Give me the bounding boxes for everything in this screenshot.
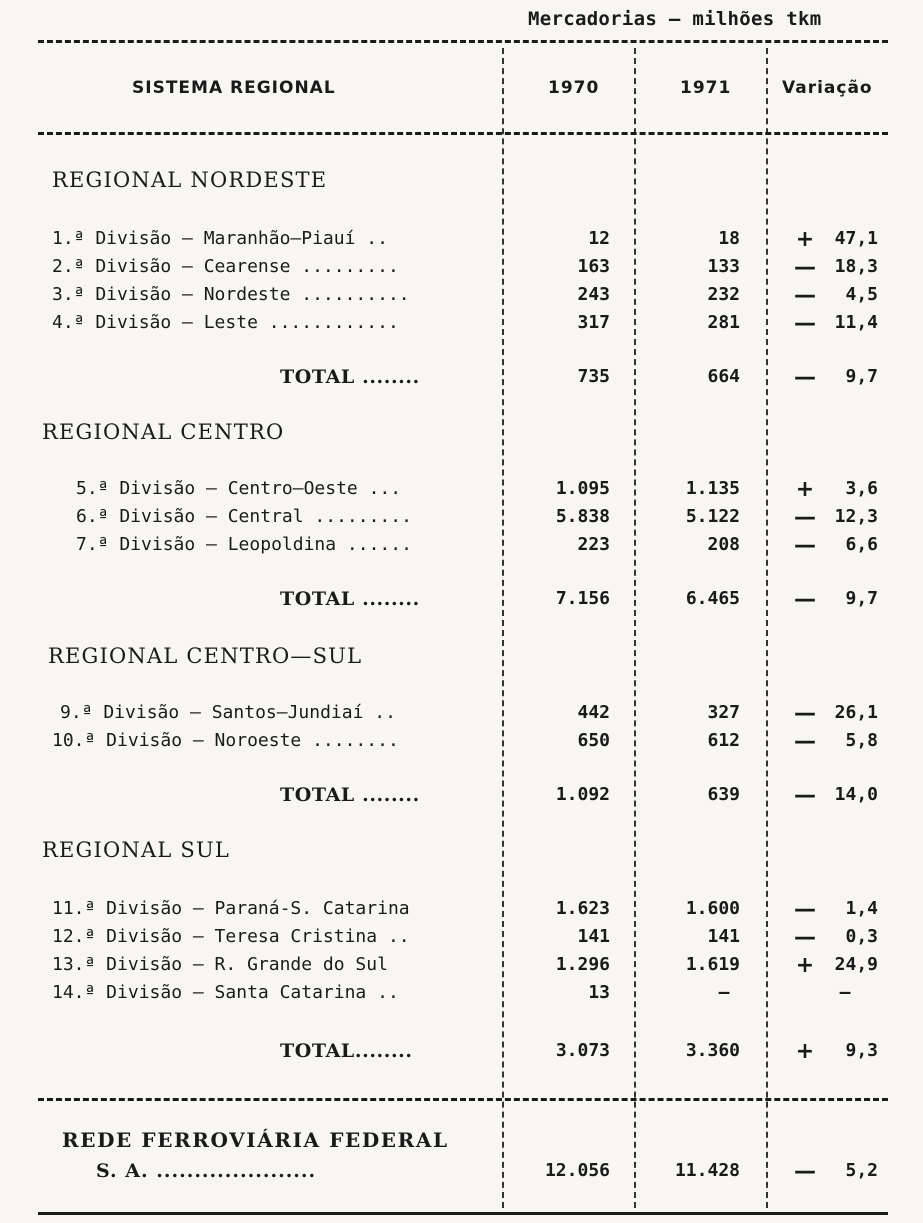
value-1970: 1.092 <box>555 784 610 805</box>
value-1970: 1.623 <box>555 898 610 919</box>
row-label: 14.ª Divisão — Santa Catarina .. <box>52 982 399 1003</box>
value-1970: 13 <box>588 982 610 1003</box>
value-1971: 1.135 <box>685 478 740 499</box>
header-variation: Variação <box>782 78 873 98</box>
variation-value: 24,9 <box>834 954 878 975</box>
value-1971: 133 <box>707 256 740 277</box>
table-row <box>0 926 923 950</box>
total-row <box>0 784 923 808</box>
variation-value: 9,3 <box>845 1040 878 1061</box>
value-1970: 735 <box>577 366 610 387</box>
value-1971: 232 <box>707 284 740 305</box>
variation-value: 5,2 <box>845 1160 878 1181</box>
variation-value: 0,3 <box>845 926 878 947</box>
variation-value: 4,5 <box>845 284 878 305</box>
table-row <box>0 982 923 1006</box>
section-title-centro-sul: REGIONAL CENTRO—SUL <box>48 644 363 668</box>
table-row <box>0 256 923 280</box>
value-1970: 12.056 <box>544 1160 610 1181</box>
variation-value: 12,3 <box>834 506 878 527</box>
header-system: SISTEMA REGIONAL <box>132 78 336 98</box>
variation-value: 47,1 <box>834 228 878 249</box>
table-row <box>0 730 923 754</box>
variation-sign: — <box>794 897 816 922</box>
row-label: 13.ª Divisão — R. Grande do Sul <box>52 954 388 975</box>
table-row <box>0 312 923 336</box>
value-1971: 5.122 <box>685 506 740 527</box>
variation-value: 9,7 <box>845 366 878 387</box>
table-row <box>0 506 923 530</box>
grand-total-rule <box>38 1098 888 1101</box>
variation-sign: — <box>794 701 816 726</box>
row-label: 10.ª Divisão — Noroeste ........ <box>52 730 399 751</box>
value-1971: 639 <box>707 784 740 805</box>
variation-sign: — <box>794 505 816 530</box>
value-1970: 163 <box>577 256 610 277</box>
value-1971: 664 <box>707 366 740 387</box>
variation-value: 14,0 <box>834 784 878 805</box>
value-1971: 11.428 <box>674 1160 740 1181</box>
total-label: TOTAL........ <box>280 1040 413 1062</box>
value-1971: 327 <box>707 702 740 723</box>
bottom-rule <box>38 1212 888 1215</box>
table-row <box>0 478 923 502</box>
row-label: 2.ª Divisão — Cearense ......... <box>52 256 399 277</box>
row-label: 7.ª Divisão — Leopoldina ...... <box>76 534 412 555</box>
value-1970: 650 <box>577 730 610 751</box>
value-1970: 1.296 <box>555 954 610 975</box>
value-1970: 5.838 <box>555 506 610 527</box>
table-row <box>0 228 923 252</box>
variation-sign: + <box>795 477 815 502</box>
variation-sign: — <box>794 1159 816 1184</box>
variation-sign: — <box>794 587 816 612</box>
grand-total-title: REDE FERROVIÁRIA FEDERAL <box>62 1128 449 1152</box>
value-1971: 141 <box>707 926 740 947</box>
variation-value: 5,8 <box>845 730 878 751</box>
table-row <box>0 898 923 922</box>
total-label: TOTAL ........ <box>280 588 420 610</box>
grand-total-label: S. A. ..................... <box>96 1160 317 1182</box>
value-1971: 208 <box>707 534 740 555</box>
value-1971: 281 <box>707 312 740 333</box>
header-1970: 1970 <box>548 78 600 98</box>
variation-value: 6,6 <box>845 534 878 555</box>
variation-sign: — <box>794 283 816 308</box>
grand-total-row <box>0 1160 923 1184</box>
value-1971: 1.619 <box>685 954 740 975</box>
row-label: 4.ª Divisão — Leste ............ <box>52 312 399 333</box>
variation-value: 9,7 <box>845 588 878 609</box>
variation-sign: + <box>795 227 815 252</box>
total-label: TOTAL ........ <box>280 366 420 388</box>
total-row <box>0 1040 923 1064</box>
top-rule <box>38 40 888 43</box>
row-label: 11.ª Divisão — Paraná-S. Catarina <box>52 898 410 919</box>
value-1971: 3.360 <box>685 1040 740 1061</box>
row-label: 1.ª Divisão — Maranhão—Piauí .. <box>52 228 388 249</box>
variation-sign: — <box>794 729 816 754</box>
value-1971: 6.465 <box>685 588 740 609</box>
total-label: TOTAL ........ <box>280 784 420 806</box>
value-1970: 12 <box>588 228 610 249</box>
section-title-nordeste: REGIONAL NORDESTE <box>52 168 328 192</box>
total-row <box>0 588 923 612</box>
row-label: 6.ª Divisão — Central ......... <box>76 506 412 527</box>
table-row <box>0 954 923 978</box>
variation-value: 26,1 <box>834 702 878 723</box>
column-divider-1 <box>502 48 504 1208</box>
variation-sign: + <box>795 1039 815 1064</box>
header-1971: 1971 <box>680 78 732 98</box>
variation-sign: — <box>794 365 816 390</box>
value-1970: 1.095 <box>555 478 610 499</box>
variation-value: 3,6 <box>845 478 878 499</box>
total-row <box>0 366 923 390</box>
row-label: 5.ª Divisão — Centro—Oeste ... <box>76 478 402 499</box>
section-title-sul: REGIONAL SUL <box>42 838 231 862</box>
units-label: Mercadorias — milhões tkm <box>528 8 822 30</box>
column-divider-2 <box>634 48 636 1208</box>
row-label: 12.ª Divisão — Teresa Cristina .. <box>52 926 410 947</box>
variation-value: 11,4 <box>834 312 878 333</box>
value-1970: 141 <box>577 926 610 947</box>
value-1970: 442 <box>577 702 610 723</box>
table-row <box>0 284 923 308</box>
value-1970: 317 <box>577 312 610 333</box>
value-1970: 223 <box>577 534 610 555</box>
table-row <box>0 702 923 726</box>
column-divider-3 <box>766 48 768 1208</box>
variation-sign: — <box>794 255 816 280</box>
value-1971: 1.600 <box>685 898 740 919</box>
variation-sign: — <box>794 925 816 950</box>
value-1971: 18 <box>718 228 740 249</box>
header-rule <box>38 132 888 135</box>
variation-sign: — <box>794 533 816 558</box>
value-1970: 3.073 <box>555 1040 610 1061</box>
section-title-centro: REGIONAL CENTRO <box>42 420 285 444</box>
value-1970: 243 <box>577 284 610 305</box>
variation-value: — <box>839 982 851 1003</box>
variation-sign: — <box>794 783 816 808</box>
variation-sign: + <box>795 953 815 978</box>
variation-value: 18,3 <box>834 256 878 277</box>
variation-sign: — <box>794 311 816 336</box>
variation-value: 1,4 <box>845 898 878 919</box>
value-1971: — <box>718 982 730 1003</box>
row-label: 3.ª Divisão — Nordeste .......... <box>52 284 410 305</box>
row-label: 9.ª Divisão — Santos—Jundiaí .. <box>60 702 396 723</box>
table-row <box>0 534 923 558</box>
value-1970: 7.156 <box>555 588 610 609</box>
value-1971: 612 <box>707 730 740 751</box>
